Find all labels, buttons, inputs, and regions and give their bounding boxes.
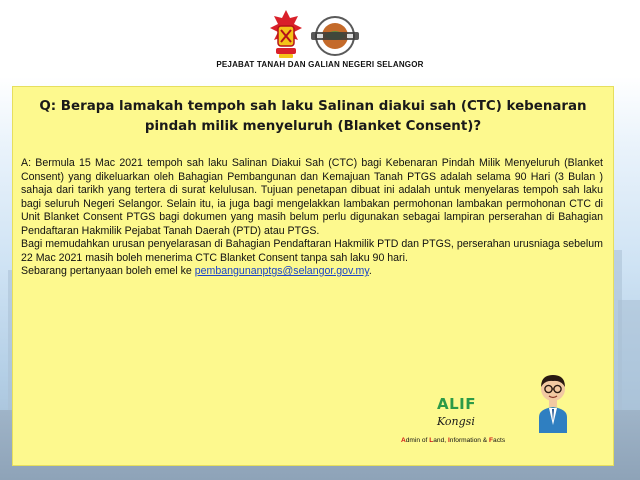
faq-question: Q: Berapa lamakah tempoh sah laku Salinan diakui sah (CTC) kebenaran pindah milik menyeluruh (Blanket Consent)? (39, 99, 587, 134)
header-logos (0, 4, 640, 64)
background-building (618, 300, 640, 420)
contact-suffix: . (368, 265, 372, 277)
answer-paragraph: Bagi memudahkan urusan penyelarasan di Bahagian Pendaftaran Hakmilik PTD dan PTGS, perserahan urusniaga sebelum 22 Mac 2021 masih boleh menerima CTC Blanket Consent tanpa sah laku 90 hari. (21, 238, 603, 264)
brand-tagline: Admin of Land, Information & Facts (401, 437, 506, 444)
person-avatar-icon (531, 371, 575, 433)
faq-card (12, 86, 614, 466)
alif-kongsi-brand (393, 371, 603, 461)
brand-name: ALIF (437, 395, 476, 413)
selangor-crest-icon (268, 8, 304, 60)
department-name: PEJABAT TANAH DAN GALIAN NEGERI SELANGOR (216, 60, 424, 69)
answer-paragraph: A: Bermula 15 Mac 2021 tempoh sah laku Salinan Diakui Sah (CTC) bagi Kebenaran Pindah Milik Menyeluruh (Blanket Consent) yang dikeluarkan oleh Bahagian Pembangunan dan Kemajuan Tanah PTGS adalah selama 90 Hari (3 Bulan ) sahaja dari tarikh yang tertera di surat kelulusan. Tujuan penetapan dibuat ini adalah untuk menyelaras tempoh sah laku bagi seluruh Negeri Selangor. Selain itu, ia juga bagi mengelakkan lambakan permohonan lambakan permohonan CTC di Unit Blanket Consent PTGS bagi dokumen yang masih belum perlu digunakan sebagai lampiran perserahan di Bahagian Pendaftaran Hakmilik Pejabat Tanah Daerah (PTD) atau PTGS. (21, 157, 603, 237)
faq-answer (21, 157, 603, 279)
email-link[interactable]: pembangunanptgs@selangor.gov.my (194, 265, 369, 277)
contact-text: Sebarang pertanyaan boleh emel ke (21, 265, 195, 277)
ptg-logo-icon (310, 14, 360, 58)
answer-contact (21, 265, 603, 279)
brand-sub: Kongsi (437, 415, 475, 428)
